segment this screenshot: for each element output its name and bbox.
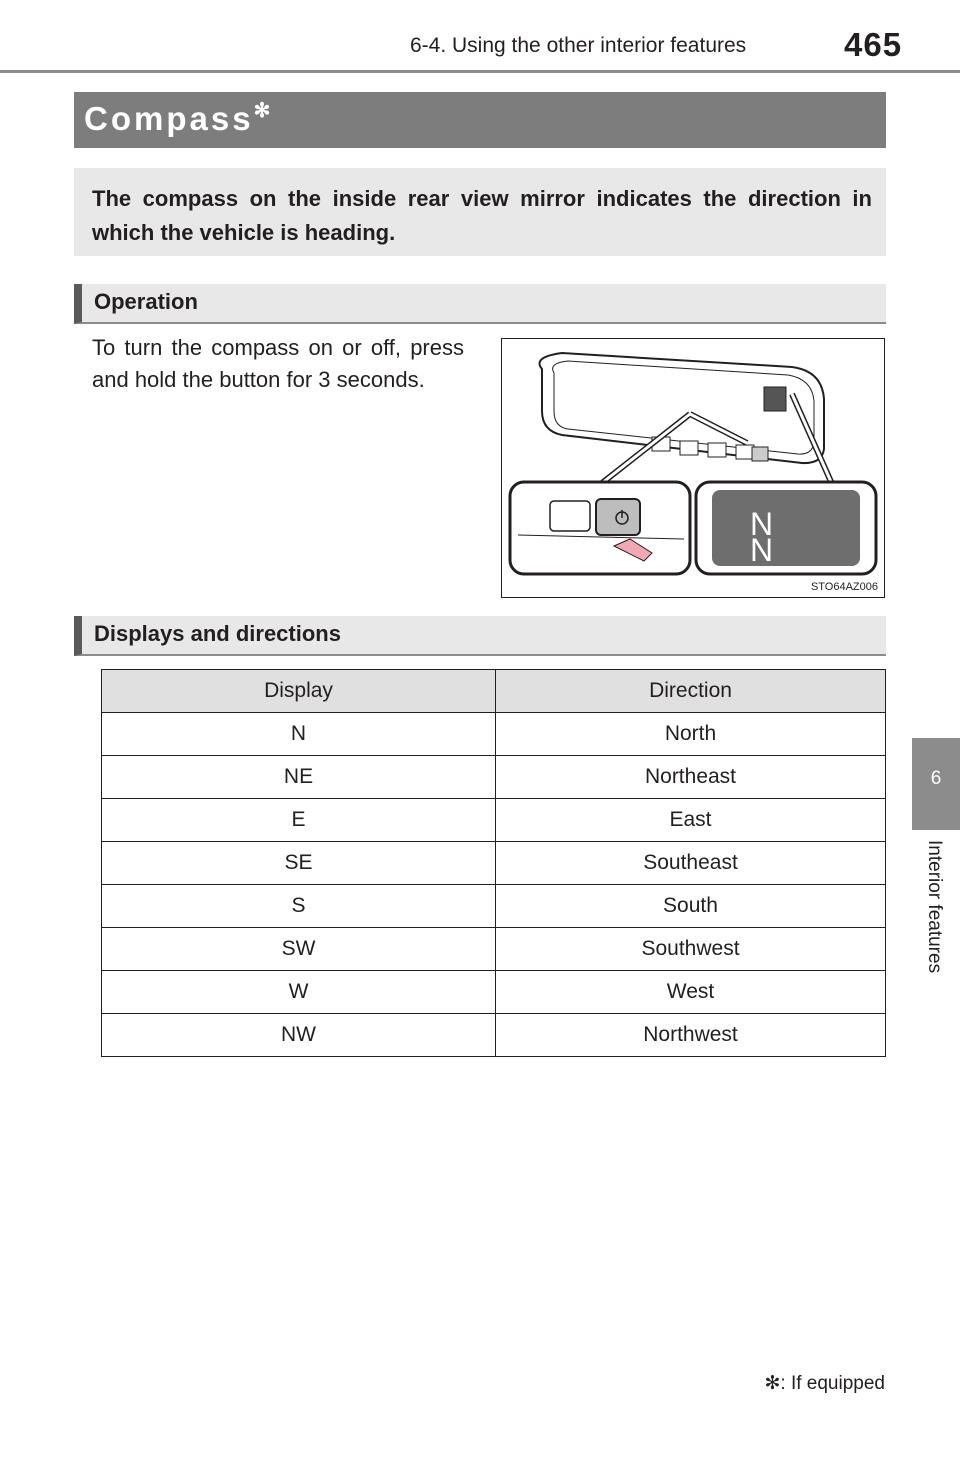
page-title-text: Compass (84, 100, 254, 137)
mirror-illustration (502, 339, 884, 597)
operation-subhead (74, 284, 886, 324)
display-cell: E (102, 799, 496, 842)
displays-heading: Displays and directions (94, 621, 341, 646)
table-row (102, 971, 886, 1014)
display-glyph-bottom: N (750, 532, 774, 568)
direction-cell: North (496, 713, 886, 756)
display-cell: N (102, 713, 496, 756)
table-row (102, 799, 886, 842)
chapter-label-container (908, 840, 956, 1000)
header-rule (0, 70, 960, 73)
direction-cell: Northwest (496, 1014, 886, 1057)
operation-text: To turn the compass on or off, press and hold the button for 3 seconds. (92, 335, 464, 392)
display-cell: SE (102, 842, 496, 885)
column-header-direction: Direction (496, 670, 886, 713)
footnote: ✻: If equipped (764, 1373, 885, 1394)
table-row (102, 885, 886, 928)
direction-cell: East (496, 799, 886, 842)
direction-cell: West (496, 971, 886, 1014)
displays-subhead (74, 616, 886, 656)
chapter-label: Interior features (924, 840, 946, 974)
column-header-display: Display (102, 670, 496, 713)
mirror-figure (501, 338, 885, 598)
chapter-number: 6 (930, 768, 942, 789)
display-cell: SW (102, 928, 496, 971)
equipped-mark: ✻ (253, 100, 271, 122)
figure-code: STO64AZ006 (810, 581, 878, 593)
table-row (102, 928, 886, 971)
display-cell: W (102, 971, 496, 1014)
table-row (102, 842, 886, 885)
page-title (84, 100, 270, 138)
table-row (102, 756, 886, 799)
header-section-title: 6-4. Using the other interior features (410, 34, 747, 57)
display-cell: S (102, 885, 496, 928)
operation-heading: Operation (94, 289, 198, 314)
title-bar (74, 92, 886, 148)
table-header-row (102, 670, 886, 713)
display-cell: NW (102, 1014, 496, 1057)
direction-cell: Northeast (496, 756, 886, 799)
display-cell: NE (102, 756, 496, 799)
table-row (102, 1014, 886, 1057)
intro-panel (74, 168, 886, 256)
directions-table (101, 669, 886, 1057)
direction-cell: Southeast (496, 842, 886, 885)
display-glyph-top: N (750, 506, 774, 542)
page-number: 465 (844, 26, 903, 63)
chapter-tab (912, 738, 960, 830)
direction-cell: South (496, 885, 886, 928)
intro-text: The compass on the inside rear view mirror indicates the direction in which the vehicle is heading. (92, 186, 872, 245)
table-row (102, 713, 886, 756)
direction-cell: Southwest (496, 928, 886, 971)
